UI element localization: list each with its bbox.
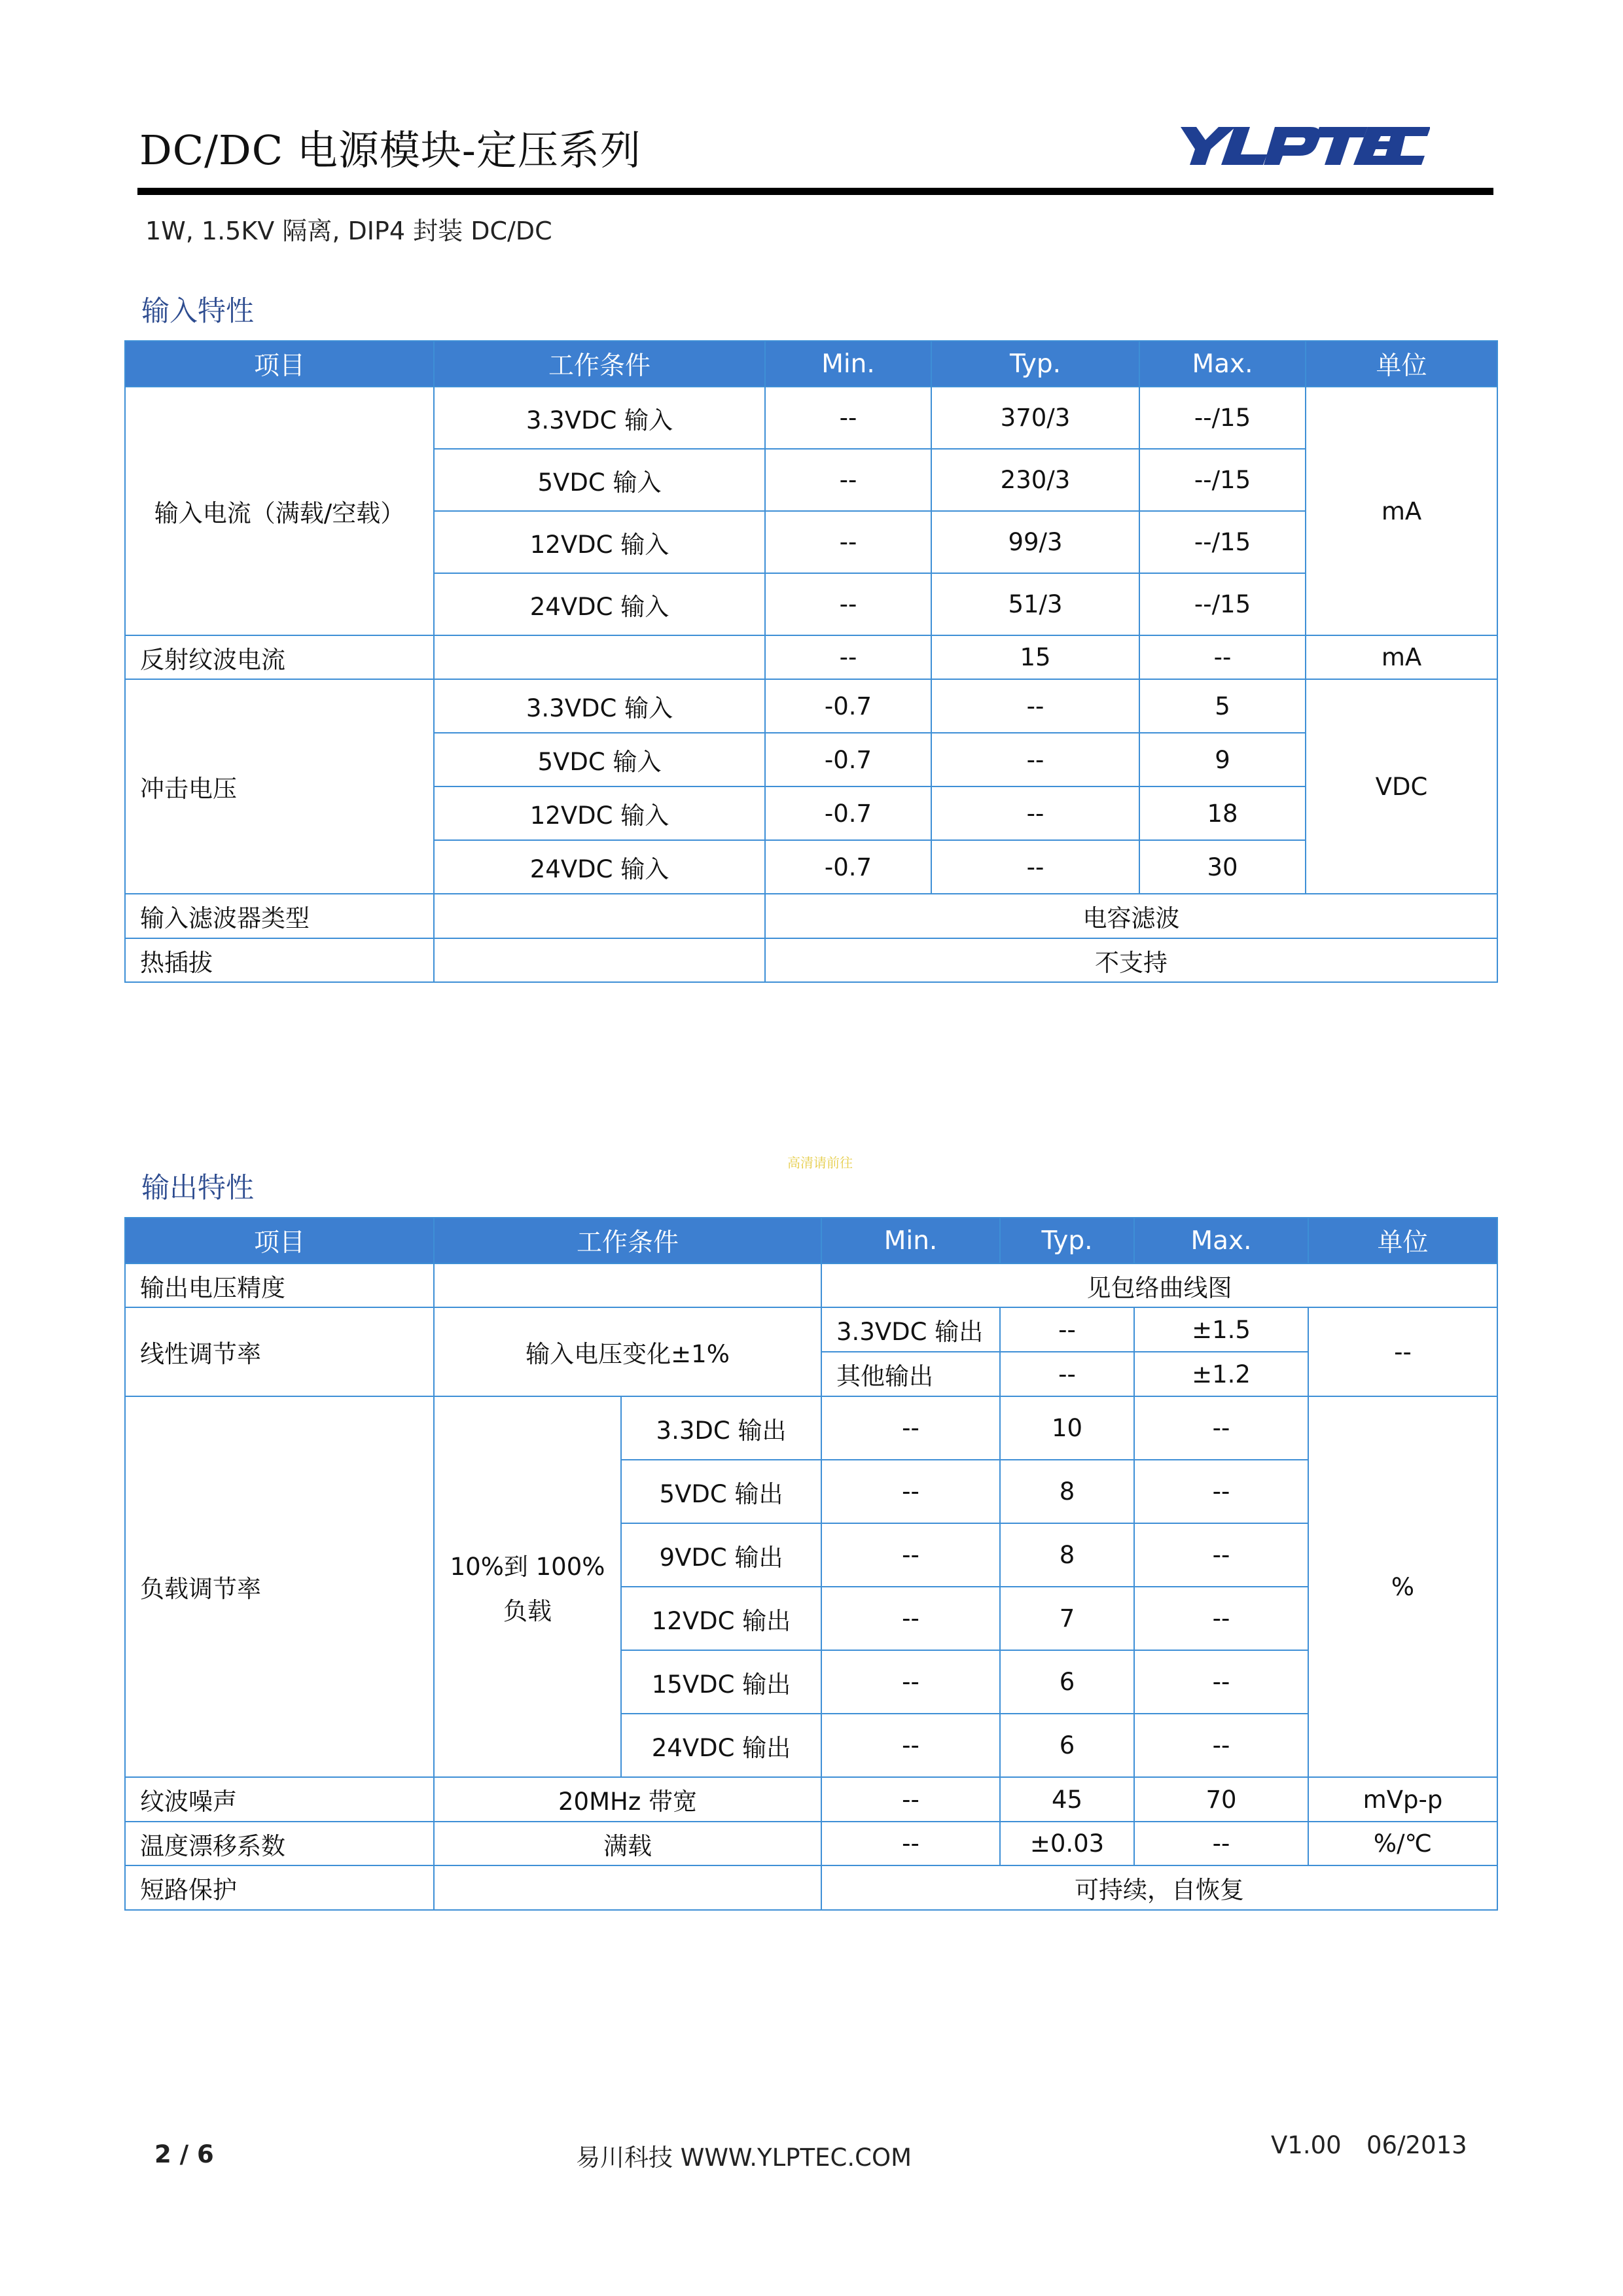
max-cell: --: [1134, 1587, 1308, 1650]
min-cell: --: [821, 1777, 1000, 1822]
cond-cell: 12VDC 输入: [434, 786, 765, 840]
input-spec-table: [124, 340, 1498, 983]
typ-cell: --: [1000, 1307, 1134, 1352]
footer-company: 易川科技 WWW.YLPTEC.COM: [576, 2144, 912, 2172]
sub-cond-cell: 3.3DC 输出: [621, 1396, 821, 1460]
cond-cell: 12VDC 输入: [434, 511, 765, 573]
max-cell: --/15: [1139, 573, 1306, 635]
cond-cell: [434, 894, 765, 938]
min-cell: --: [821, 1822, 1000, 1865]
sub-cond-cell: 15VDC 输出: [621, 1650, 821, 1714]
item-ripple-noise: 纹波噪声: [125, 1777, 434, 1822]
max-cell: ±1.2: [1134, 1352, 1308, 1396]
max-cell: 18: [1139, 786, 1306, 840]
value-cell: 可持续，自恢复: [821, 1865, 1497, 1910]
min-cell: --: [821, 1714, 1000, 1777]
header-rule: [137, 188, 1493, 195]
cond-cell: 5VDC 输入: [434, 449, 765, 511]
max-cell: --: [1134, 1396, 1308, 1460]
table-row: [125, 1307, 1497, 1352]
item-temp-drift: 温度漂移系数: [125, 1822, 434, 1865]
cond-cell: 3.3VDC 输入: [434, 679, 765, 733]
item-load-regulation: 负载调节率: [125, 1396, 434, 1777]
cond-cell: 满载: [434, 1822, 821, 1865]
min-cell: -0.7: [765, 840, 931, 894]
typ-cell: 15: [931, 635, 1139, 679]
typ-cell: 45: [1000, 1777, 1134, 1822]
max-cell: --/15: [1139, 387, 1306, 449]
value-cell: 电容滤波: [765, 894, 1497, 938]
typ-cell: 8: [1000, 1460, 1134, 1523]
table-row: [125, 1822, 1497, 1865]
cond-cell: 20MHz 带宽: [434, 1777, 821, 1822]
table-row: [125, 938, 1497, 982]
unit-cell: mA: [1306, 635, 1497, 679]
table-row: [125, 1396, 1497, 1460]
unit-cell: %: [1308, 1396, 1497, 1777]
item-line-regulation: 线性调节率: [125, 1307, 434, 1396]
header-max: Max.: [1139, 341, 1306, 387]
footer-version: V1.00: [1271, 2131, 1342, 2159]
typ-cell: 6: [1000, 1714, 1134, 1777]
typ-cell: 99/3: [931, 511, 1139, 573]
unit-cell: VDC: [1306, 679, 1497, 894]
min-cell: -0.7: [765, 786, 931, 840]
watermark-text: 高清请前往: [787, 1155, 853, 1171]
cond-cell: [434, 635, 765, 679]
load-condition-line1: 10%到 100%: [450, 1553, 605, 1581]
min-cell: --: [765, 511, 931, 573]
sub-cond-cell: 24VDC 输出: [621, 1714, 821, 1777]
min-cell: -0.7: [765, 679, 931, 733]
output-section-heading: 输出特性: [141, 1172, 254, 1205]
unit-cell: %/℃: [1308, 1822, 1497, 1865]
header-condition: 工作条件: [434, 341, 765, 387]
max-cell: ±1.5: [1134, 1307, 1308, 1352]
footer-date: 06/2013: [1366, 2131, 1467, 2159]
table-row: [125, 1865, 1497, 1910]
unit-cell: mVp-p: [1308, 1777, 1497, 1822]
max-cell: 5: [1139, 679, 1306, 733]
header-condition: 工作条件: [434, 1218, 821, 1263]
typ-cell: 6: [1000, 1650, 1134, 1714]
document-title: DC/DC 电源模块-定压系列: [139, 126, 641, 174]
max-cell: 70: [1134, 1777, 1308, 1822]
cond-cell: 24VDC 输入: [434, 840, 765, 894]
item-input-filter: 输入滤波器类型: [125, 894, 434, 938]
load-condition-line2: 负载: [503, 1597, 552, 1625]
typ-cell: ±0.03: [1000, 1822, 1134, 1865]
cond-cell: 3.3VDC 输入: [434, 387, 765, 449]
min-cell: -0.7: [765, 733, 931, 786]
header-unit: 单位: [1306, 341, 1497, 387]
header-max: Max.: [1134, 1218, 1308, 1263]
value-cell: 不支持: [765, 938, 1497, 982]
sub-cond-cell: 12VDC 输出: [621, 1587, 821, 1650]
typ-cell: --: [931, 840, 1139, 894]
item-short-protection: 短路保护: [125, 1865, 434, 1910]
sub-cond-cell: 3.3VDC 输出: [821, 1307, 1000, 1352]
table-row: [125, 894, 1497, 938]
product-subtitle: 1W, 1.5KV 隔离, DIP4 封装 DC/DC: [145, 217, 552, 245]
cond-cell: [434, 938, 765, 982]
min-cell: --: [821, 1396, 1000, 1460]
typ-cell: --: [1000, 1352, 1134, 1396]
max-cell: 30: [1139, 840, 1306, 894]
max-cell: --: [1134, 1714, 1308, 1777]
typ-cell: 10: [1000, 1396, 1134, 1460]
max-cell: --: [1134, 1822, 1308, 1865]
min-cell: --: [821, 1587, 1000, 1650]
header-typ: Typ.: [1000, 1218, 1134, 1263]
unit-cell: mA: [1306, 387, 1497, 635]
table-row: [125, 1777, 1497, 1822]
min-cell: --: [765, 573, 931, 635]
cond-cell: 5VDC 输入: [434, 733, 765, 786]
item-output-accuracy: 输出电压精度: [125, 1263, 434, 1307]
max-cell: --/15: [1139, 511, 1306, 573]
typ-cell: 51/3: [931, 573, 1139, 635]
item-hot-plug: 热插拔: [125, 938, 434, 982]
min-cell: --: [765, 635, 931, 679]
table-header-row: [125, 341, 1497, 387]
cond-cell: 24VDC 输入: [434, 573, 765, 635]
unit-cell: --: [1308, 1307, 1497, 1396]
sub-cond-cell: 9VDC 输出: [621, 1523, 821, 1587]
table-header-row: [125, 1218, 1497, 1263]
max-cell: --: [1134, 1650, 1308, 1714]
typ-cell: 8: [1000, 1523, 1134, 1587]
sub-cond-cell: 5VDC 输出: [621, 1460, 821, 1523]
item-ripple-current: 反射纹波电流: [125, 635, 434, 679]
header-min: Min.: [765, 341, 931, 387]
item-surge-voltage: 冲击电压: [125, 679, 434, 894]
max-cell: 9: [1139, 733, 1306, 786]
typ-cell: 370/3: [931, 387, 1139, 449]
page-number: 2 / 6: [154, 2140, 214, 2168]
cond-cell: [434, 1263, 821, 1307]
min-cell: --: [765, 449, 931, 511]
max-cell: --: [1134, 1460, 1308, 1523]
typ-cell: 7: [1000, 1587, 1134, 1650]
item-input-current: 输入电流（满载/空载）: [125, 387, 434, 635]
load-condition-cell: [434, 1396, 621, 1777]
min-cell: --: [821, 1523, 1000, 1587]
header-unit: 单位: [1308, 1218, 1497, 1263]
ylptec-logo: [1171, 119, 1430, 171]
typ-cell: --: [931, 786, 1139, 840]
input-section-heading: 输入特性: [141, 295, 254, 328]
max-cell: --: [1134, 1523, 1308, 1587]
output-spec-table: [124, 1217, 1498, 1911]
cond-cell: [434, 1865, 821, 1910]
header-typ: Typ.: [931, 341, 1139, 387]
table-row: [125, 635, 1497, 679]
table-row: [125, 1263, 1497, 1307]
min-cell: --: [765, 387, 931, 449]
min-cell: --: [821, 1650, 1000, 1714]
typ-cell: --: [931, 733, 1139, 786]
header-min: Min.: [821, 1218, 1000, 1263]
cond-cell: 输入电压变化±1%: [434, 1307, 821, 1396]
max-cell: --/15: [1139, 449, 1306, 511]
sub-cond-cell: 其他输出: [821, 1352, 1000, 1396]
min-cell: --: [821, 1460, 1000, 1523]
header-item: 项目: [125, 341, 434, 387]
header-item: 项目: [125, 1218, 434, 1263]
typ-cell: --: [931, 679, 1139, 733]
table-row: [125, 387, 1497, 449]
typ-cell: 230/3: [931, 449, 1139, 511]
value-cell: 见包络曲线图: [821, 1263, 1497, 1307]
max-cell: --: [1139, 635, 1306, 679]
table-row: [125, 679, 1497, 733]
